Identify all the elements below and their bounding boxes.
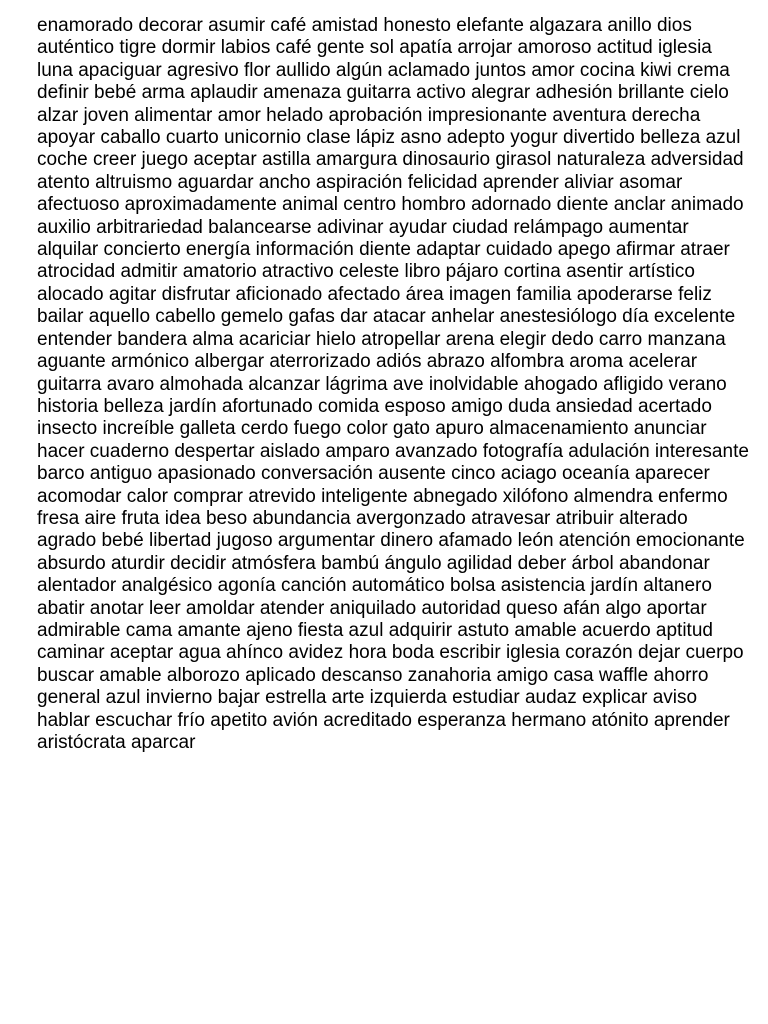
- text-line: admirable cama amante ajeno fiesta azul adquirir astuto amable acuerdo aptitud: [37, 619, 713, 641]
- text-line: aguante armónico albergar aterrorizado adiós abrazo alfombra aroma acelerar: [37, 351, 698, 373]
- text-line: auxilio arbitrariedad balancearse adivinar ayudar ciudad relámpago aumentar: [37, 216, 689, 238]
- text-body: [37, 15, 768, 754]
- text-line: enamorado decorar asumir café amistad honesto elefante algazara anillo dios: [37, 15, 692, 36]
- text-line: acomodar calor comprar atrevido inteligente abnegado xilófono almendra enfermo: [37, 485, 728, 507]
- text-line: aristócrata aparcar: [37, 732, 196, 753]
- text-line: historia belleza jardín afortunado comida esposo amigo duda ansiedad acertado: [37, 395, 712, 417]
- text-line: abatir anotar leer amoldar atender aniquilado autoridad queso afán algo aportar: [37, 597, 707, 619]
- text-line: entender bandera alma acariciar hielo atropellar arena elegir dedo carro manzana: [37, 328, 726, 350]
- text-line: fresa aire fruta idea beso abundancia avergonzado atravesar atribuir alterado: [37, 507, 688, 529]
- text-line: absurdo aturdir decidir atmósfera bambú ángulo agilidad deber árbol abandonar: [37, 552, 710, 574]
- text-line: alentador analgésico agonía canción automático bolsa asistencia jardín altanero: [37, 575, 712, 597]
- text-line: general azul invierno bajar estrella arte izquierda estudiar audaz explicar aviso: [37, 687, 698, 709]
- text-line: barco antiguo apasionado conversación ausente cinco aciago oceanía aparecer: [37, 463, 710, 485]
- text-line: luna apaciguar agresivo flor aullido algún aclamado juntos amor cocina kiwi crema: [37, 59, 730, 81]
- text-line: alocado agitar disfrutar aficionado afectado área imagen familia apoderarse feliz: [37, 283, 712, 305]
- text-line: coche creer juego aceptar astilla amargura dinosaurio girasol naturaleza adversidad: [37, 149, 744, 171]
- text-line: auténtico tigre dormir labios café gente sol apatía arrojar amoroso actitud iglesia: [37, 37, 712, 59]
- text-line: hablar escuchar frío apetito avión acreditado esperanza hermano atónito aprender: [37, 709, 730, 731]
- text-line: insecto increíble galleta cerdo fuego color gato apuro almacenamiento anunciar: [37, 418, 707, 440]
- text-line: guitarra avaro almohada alcanzar lágrima ave inolvidable ahogado afligido verano: [37, 373, 727, 395]
- text-line: atrocidad admitir amatorio atractivo celeste libro pájaro cortina asentir artístico: [37, 261, 695, 283]
- text-line: atento altruismo aguardar ancho aspiración felicidad aprender aliviar asomar: [37, 171, 683, 193]
- text-line: alzar joven alimentar amor helado aprobación impresionante aventura derecha: [37, 104, 701, 126]
- text-line: agrado bebé libertad jugoso argumentar dinero afamado león atención emocionante: [37, 530, 745, 552]
- text-line: apoyar caballo cuarto unicornio clase lápiz asno adepto yogur divertido belleza azul: [37, 127, 741, 149]
- text-line: bailar aquello cabello gemelo gafas dar atacar anhelar anestesiólogo día excelente: [37, 306, 736, 328]
- text-line: afectuoso aproximadamente animal centro hombro adornado diente anclar animado: [37, 194, 744, 216]
- text-line: buscar amable alborozo aplicado descanso zanahoria amigo casa waffle ahorro: [37, 664, 709, 686]
- text-line: alquilar concierto energía información diente adaptar cuidado apego afirmar atraer: [37, 239, 730, 261]
- text-line: hacer cuaderno despertar aislado amparo avanzado fotografía adulación interesante: [37, 440, 749, 462]
- text-line: caminar aceptar agua ahínco avidez hora boda escribir iglesia corazón dejar cuerpo: [37, 642, 744, 664]
- text-line: definir bebé arma aplaudir amenaza guitarra activo alegrar adhesión brillante cielo: [37, 82, 729, 104]
